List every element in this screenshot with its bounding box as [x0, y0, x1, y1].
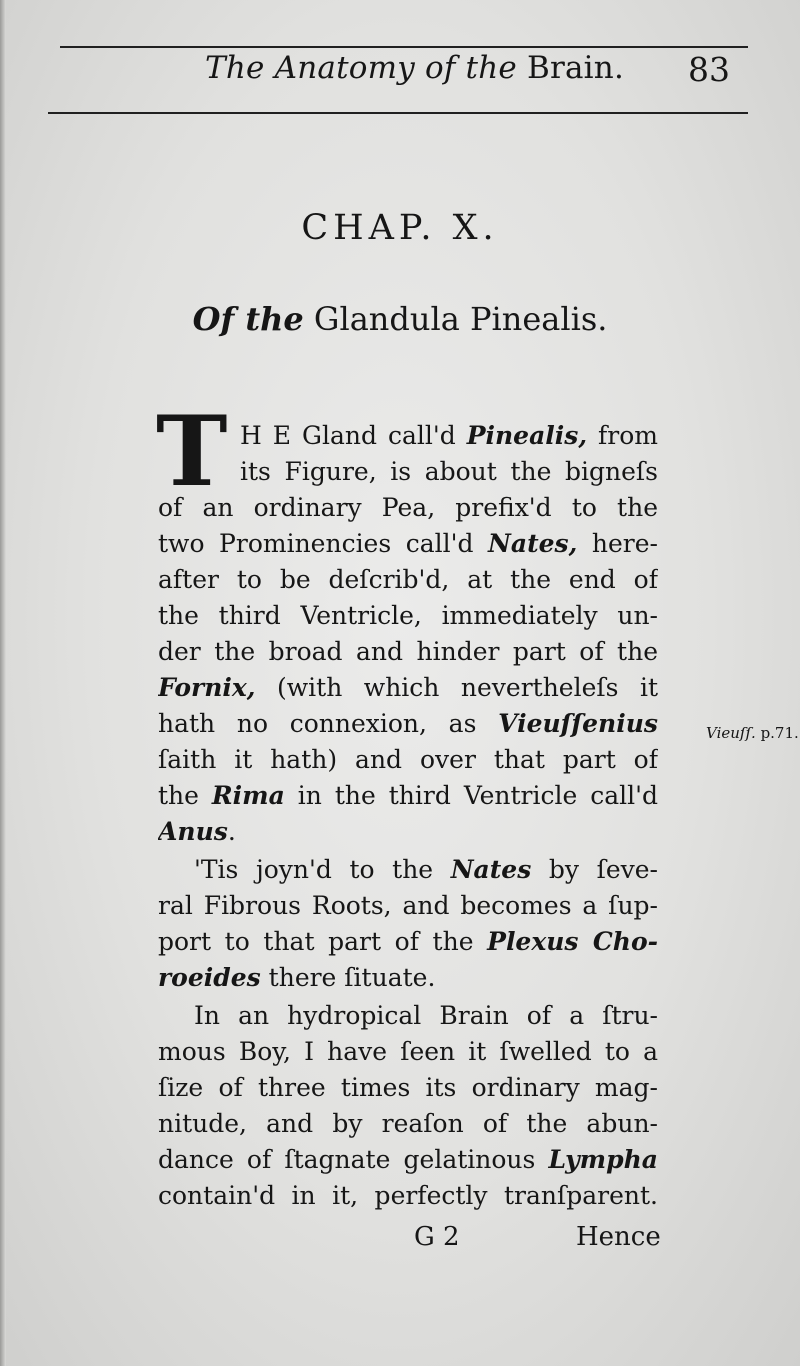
text-run: here- [577, 529, 658, 558]
text-line [158, 1034, 658, 1070]
running-head-roman: Brain. [526, 50, 624, 86]
italic-term: Nates, [488, 529, 578, 558]
text-run: the [158, 781, 212, 810]
text-run: H E Gland call'd [240, 421, 467, 450]
chapter-subtitle [0, 300, 800, 338]
text-line [158, 998, 658, 1034]
italic-term: Fornix, [158, 673, 256, 702]
running-head-italic: The Anatomy of the [205, 50, 517, 86]
running-head [205, 50, 624, 86]
text-line [158, 742, 658, 778]
header-rule-bottom [48, 112, 748, 114]
drop-cap: T [156, 395, 228, 508]
text-line [158, 814, 658, 850]
text-line [158, 706, 658, 742]
text-line [158, 526, 658, 562]
text-run: the third Ventricle, immediately un- [158, 601, 658, 630]
italic-term: Plexus Cho- [487, 927, 658, 956]
text-line [158, 634, 658, 670]
margin-note-roman: p.71. [760, 724, 799, 742]
text-line [158, 1070, 658, 1106]
text-run: 'Tis joyn'd to the [194, 855, 451, 884]
text-line [158, 960, 658, 996]
text-run: by ſeve- [531, 855, 658, 884]
text-run: there ſituate. [260, 963, 436, 992]
text-line [158, 562, 658, 598]
text-run: of an ordinary Pea, prefix'd to the [158, 493, 658, 522]
italic-term: Nates [450, 855, 532, 884]
text-line [158, 888, 658, 924]
text-line [158, 852, 658, 888]
chapter-subtitle-roman: Glandula Pinealis. [313, 300, 608, 338]
text-run: ſize of three times its ordinary mag- [158, 1073, 658, 1102]
text-line [240, 454, 658, 490]
chapter-title: CHAP. X. [301, 208, 499, 248]
text-run: its Figure, is about the bigneſs [240, 457, 658, 486]
text-run: In an hydropical Brain of a ſtru- [194, 1001, 658, 1030]
text-line [158, 778, 658, 814]
text-line [158, 924, 658, 960]
text-run: hath no connexion, as [158, 709, 499, 738]
text-run: in the third Ventricle call'd [284, 781, 658, 810]
page-gutter-shadow [0, 0, 6, 1366]
italic-term: Vieuſſenius [498, 709, 658, 738]
text-line [158, 490, 658, 526]
signature-mark: G 2 [414, 1222, 460, 1252]
text-line [158, 1142, 658, 1178]
text-run: two Prominencies call'd [158, 529, 489, 558]
italic-term: Anus [158, 817, 228, 846]
text-line [158, 1178, 658, 1214]
text-run: (with which nevertheleſs it [255, 673, 658, 702]
header-rule-top [60, 46, 748, 48]
text-run: after to be deſcrib'd, at the end of [158, 565, 658, 594]
page-number: 83 [688, 50, 730, 89]
text-line [240, 418, 658, 454]
text-line [158, 1106, 658, 1142]
text-run: ſaith it hath) and over that part of [158, 745, 658, 774]
italic-term: Lympha [548, 1145, 658, 1174]
text-run: ral Fibrous Roots, and becomes a ſup- [158, 891, 658, 920]
text-run: from [587, 421, 658, 450]
text-line [158, 598, 658, 634]
margin-note-italic: Vieuſſ. [706, 724, 756, 742]
catchword: Hence [576, 1222, 661, 1252]
text-run: dance of ſtagnate gelatinous [158, 1145, 549, 1174]
text-run: port to that part of the [158, 927, 488, 956]
italic-term: Pinealis, [466, 421, 588, 450]
text-run: . [227, 817, 236, 846]
margin-note [706, 724, 799, 742]
text-run: contain'd in it, perfectly tranſparent. [158, 1181, 658, 1210]
italic-term: Rima [211, 781, 285, 810]
text-run: mous Boy, I have ſeen it ſwelled to a [158, 1037, 658, 1066]
text-line [158, 670, 658, 706]
chapter-subtitle-italic: Of the [192, 300, 304, 338]
text-run: der the broad and hinder part of the [158, 637, 658, 666]
italic-term: roeides [158, 963, 261, 992]
text-run: nitude, and by reaſon of the abun- [158, 1109, 658, 1138]
